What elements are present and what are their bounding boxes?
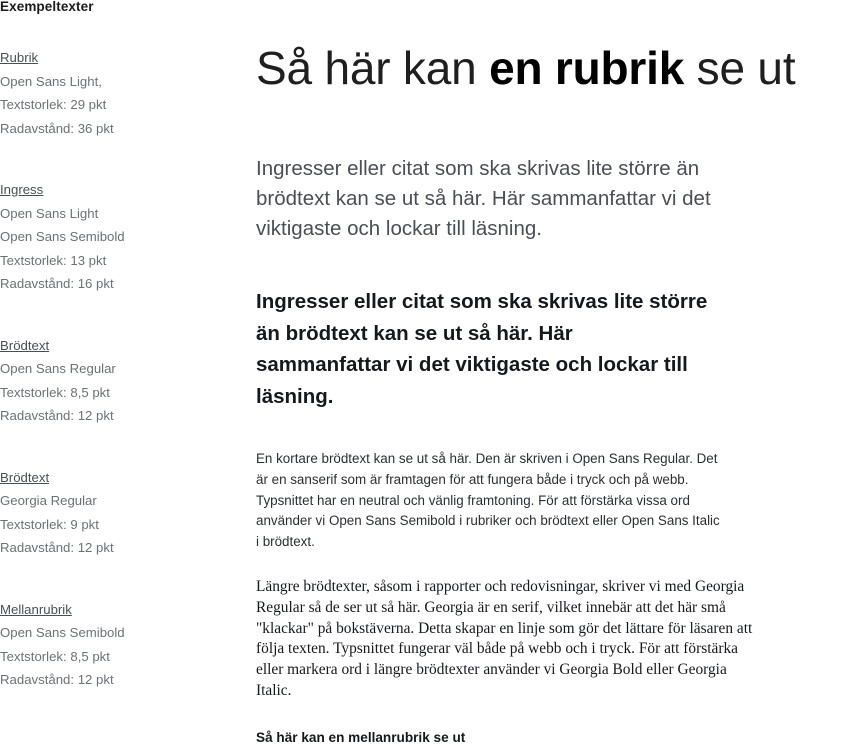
sample-body-open-sans: En kortare brödtext kan se ut så här. Den är skriven i Open Sans Regular. Det är en sanserif som är framtagen för att fungera både i tryck och på webb. Typsnittet har en neutral och vänlig framtoning. För att förstärka vissa ord använder vi Open Sans Semibold i rubriker och brödtext eller Open Sans Italic i brödtext. — [256, 451, 720, 550]
spec-block-mellanrubrik — [0, 598, 236, 692]
sample-heading-prefix: Så här kan — [256, 42, 490, 94]
spec-line: Textstorlek: 8,5 pkt — [0, 384, 110, 400]
sample-column — [256, 0, 856, 748]
spec-block-brodtext-serif — [0, 466, 236, 560]
spec-line: Georgia Regular — [0, 493, 97, 508]
sample-heading — [256, 0, 856, 96]
spec-line: Textstorlek: 13 pkt — [0, 252, 107, 268]
spec-line: Open Sans Light, — [0, 73, 102, 89]
spec-line: Open Sans Semibold — [0, 625, 125, 640]
spec-line: Radavstånd: 16 pkt — [0, 276, 114, 291]
spec-line: Textstorlek: 29 pkt — [0, 97, 107, 112]
spec-block-rubrik — [0, 46, 236, 140]
sample-heading-emphasis: en rubrik — [489, 42, 685, 94]
spec-label-brodtext-sans: Brödtext — [0, 337, 50, 353]
specification-column — [0, 0, 236, 730]
spec-label-rubrik: Rubrik — [0, 50, 39, 65]
sample-ingress-semibold: Ingresser eller citat som ska skrivas lite större än brödtext kan se ut så här. Här sammanfattar vi det viktigaste och lockar till läsning. — [256, 290, 708, 408]
spec-block-brodtext-sans — [0, 334, 236, 428]
sample-ingress-light: Ingresser eller citat som ska skrivas lite större än brödtext kan se ut så här. Här sammanfattar vi det viktigaste och lockar till läsning. — [256, 157, 711, 240]
sample-body-georgia: Längre brödtexter, såsom i rapporter och redovisningar, skriver vi med Georgia Regular så de ser ut så här. Georgia är en serif, vilket innebär att det här små "klackar" på bokstäverna. Detta skapar en linje som gör det lättare för läsaren att följa texten. Typsnittet fungerar väl både på webb och i tryck. För att förstärka eller markera ord i längre brödtexter använder vi Georgia Bold eller Georgia Italic. — [256, 577, 753, 699]
sample-heading-suffix: se ut — [684, 42, 796, 94]
spec-line: Radavstånd: 12 pkt — [0, 408, 114, 423]
spec-line: Radavstånd: 36 pkt — [0, 120, 114, 136]
page-title: Exempeltexter — [0, 0, 94, 14]
spec-line: Radavstånd: 12 pkt — [0, 540, 114, 555]
spec-block-ingress — [0, 178, 236, 296]
spec-line: Open Sans Light — [0, 205, 99, 221]
spec-line: Open Sans Regular — [0, 361, 116, 376]
spec-line: Open Sans Semibold — [0, 229, 125, 244]
spec-line: Textstorlek: 9 pkt — [0, 516, 99, 532]
spec-label-mellanrubrik: Mellanrubrik — [0, 601, 72, 617]
sample-subheading: Så här kan en mellanrubrik se ut — [256, 729, 466, 745]
spec-line: Radavstånd: 12 pkt — [0, 672, 114, 687]
spec-label-brodtext-serif: Brödtext — [0, 469, 50, 485]
spec-label-ingress: Ingress — [0, 182, 44, 197]
spec-line: Textstorlek: 8,5 pkt — [0, 648, 110, 664]
